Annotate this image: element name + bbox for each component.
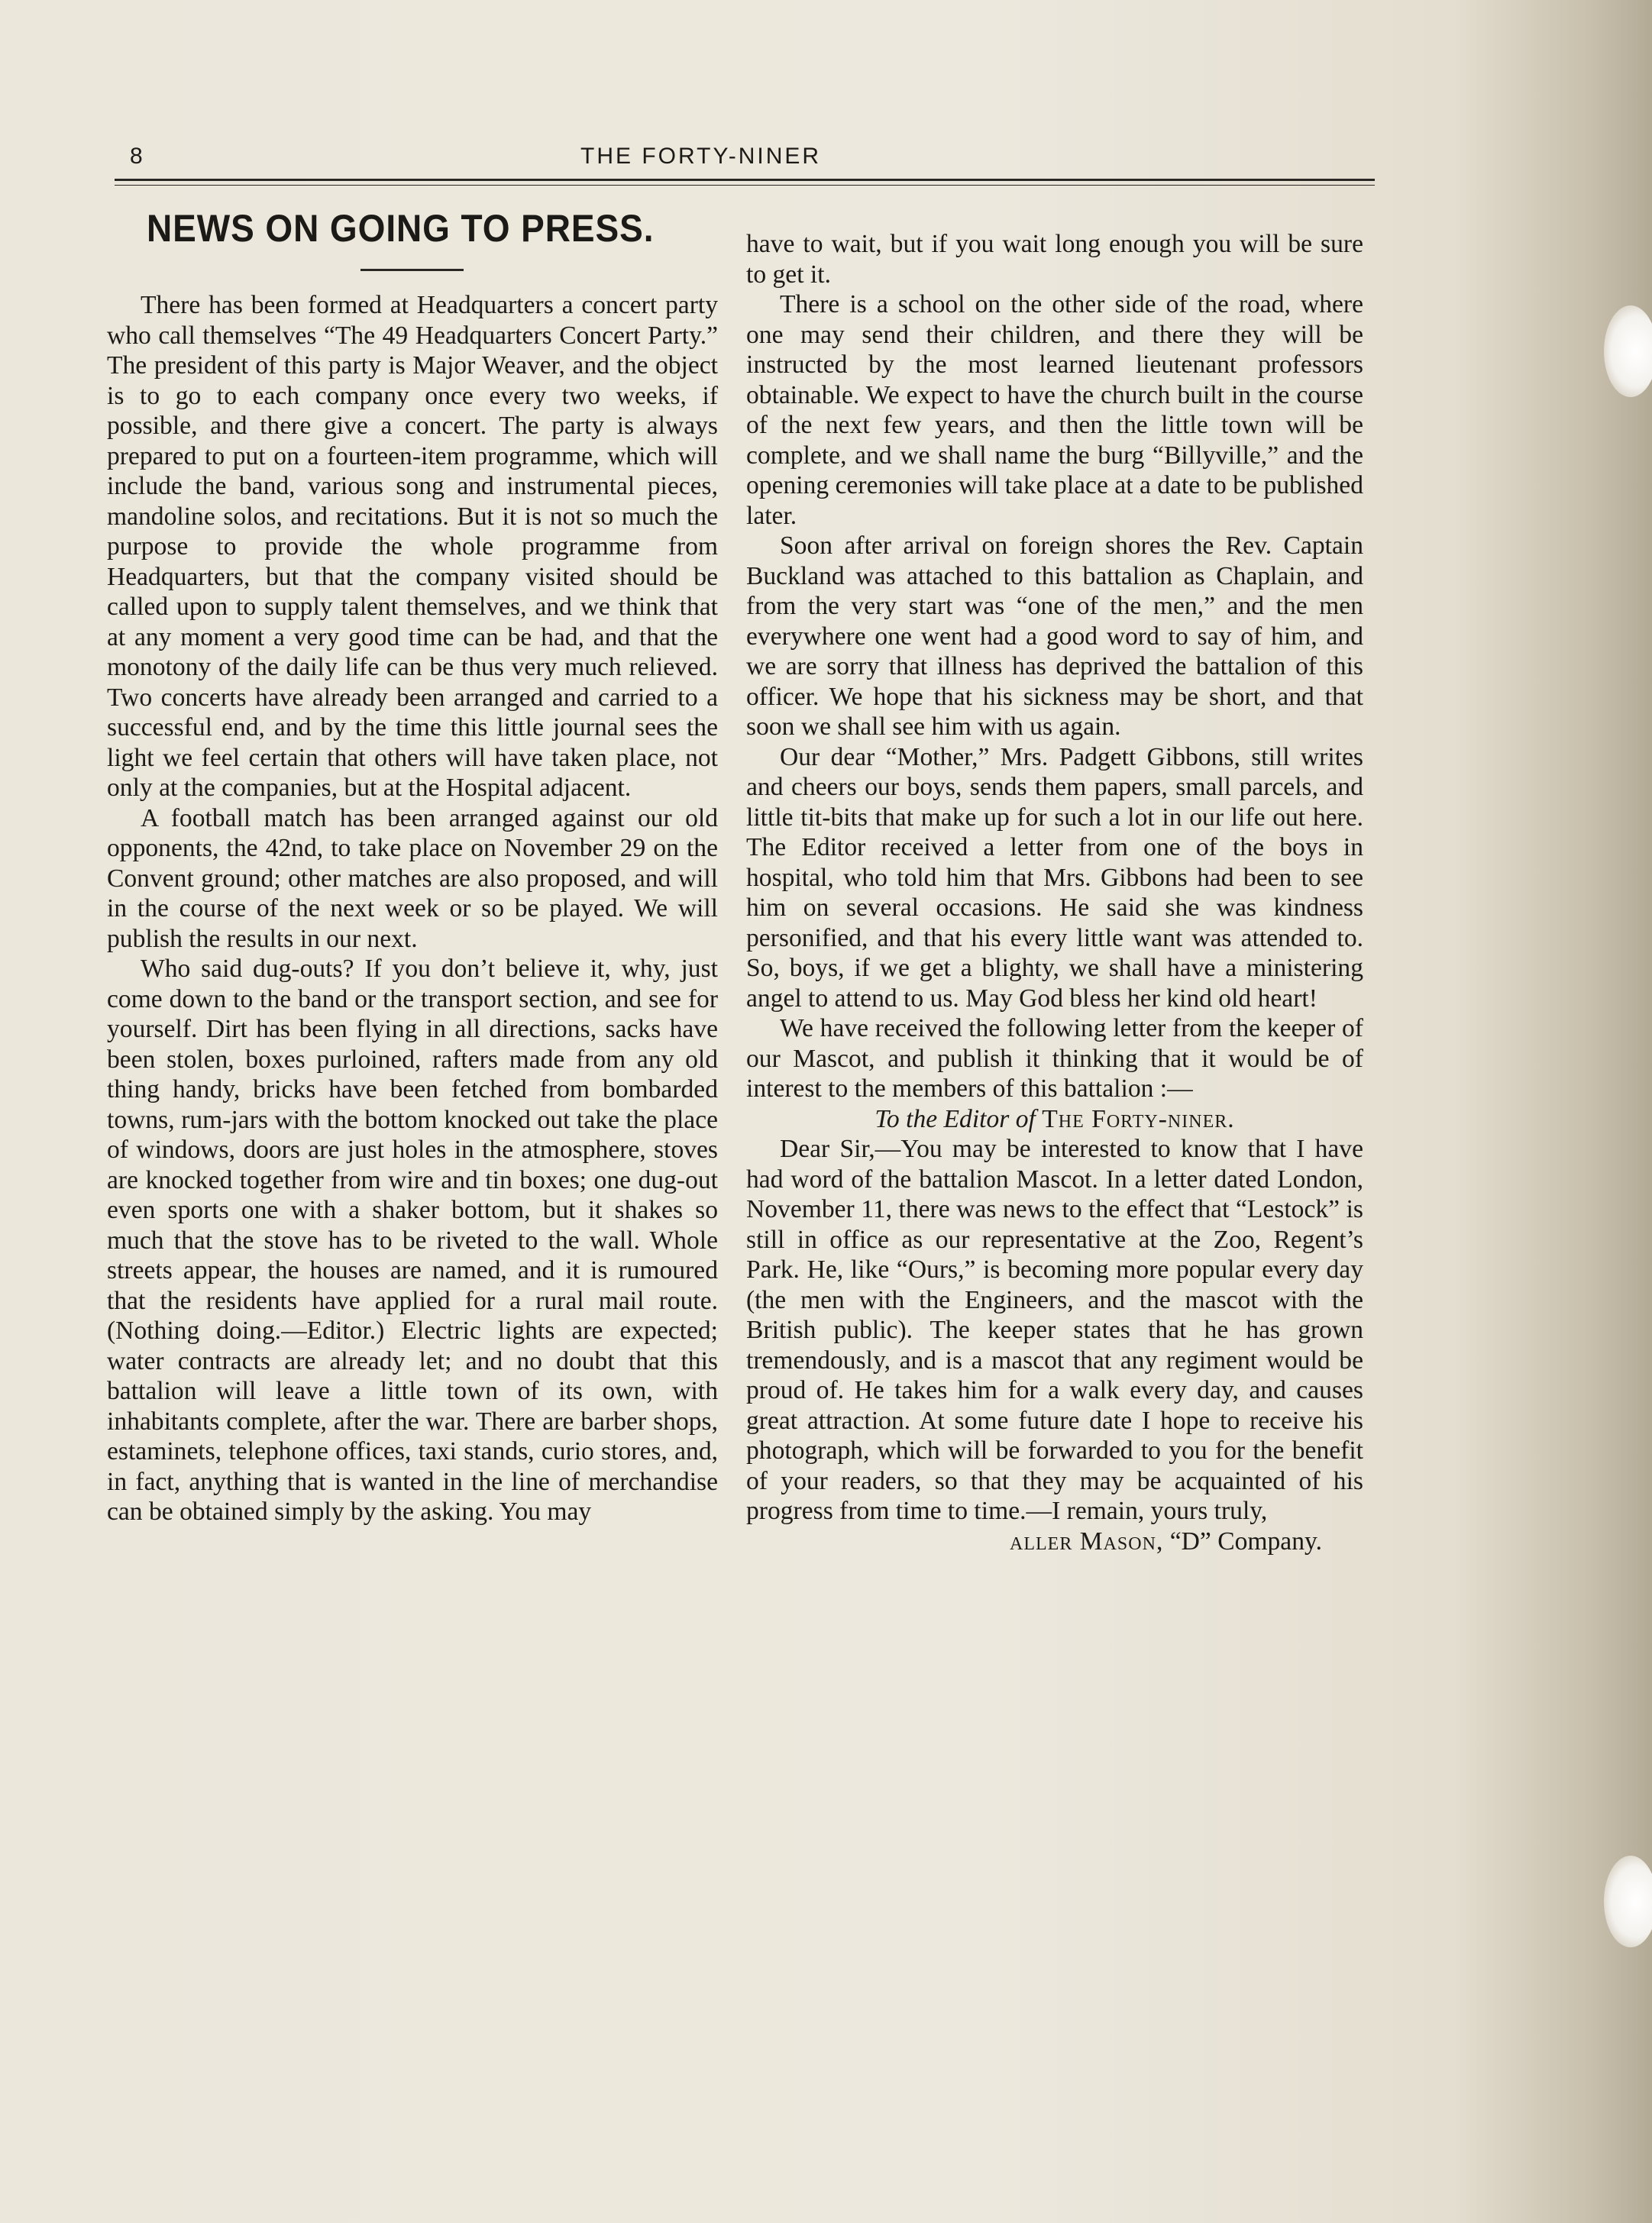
- paragraph: Who said dug-outs? If you don’t believe it, why, just come down to the band or the transport section, and see for yourself. Dirt has been flying in all directions, sacks have been stolen, boxes purloined, rafters made from any old thing handy, bricks have been fetched from bombarded towns, rum-jars with the bottom knocked out take the place of windows, doors are just holes in the atmosphere, stoves are knocked together from wire and tin boxes; one dug-out even sports one with a shaker bottom, but it shakes so much that the stove has to be riveted to the wall. Whole streets appear, the houses are named, and it is rumoured that the residents have applied for a rural mail route. (Nothing doing.—Editor.) Electric lights are expected; water contracts are already let; and no doubt that this battalion will leave a little town of its own, with inhabitants complete, after the war. There are barber shops, estaminets, telephone offices, taxi stands, curio stores, and, in fact, anything that is wanted in the line of merchandise can be obtained simply by the asking. You may: [107, 955, 718, 1526]
- left-column: [107, 290, 718, 1527]
- paragraph: Soon after arrival on foreign shores the Rev. Captain Buckland was attached to this battalion as Chaplain, and from the very start was “one of the men,” and the men everywhere one went had a good word to say of him, and we are sorry that illness has deprived the battalion of this officer. We hope that his sickness may be short, and that soon we shall see him with us again.: [746, 532, 1363, 741]
- signature-company: “D” Company.: [1169, 1527, 1322, 1556]
- running-title: THE FORTY-NINER: [580, 144, 822, 169]
- letter-salutation-prefix: To the Editor of: [874, 1104, 1036, 1133]
- right-column: [746, 229, 1363, 1556]
- article-headline: NEWS ON GOING TO PRESS.: [147, 207, 655, 250]
- letter-salutation-paper: The Forty-niner.: [1042, 1104, 1235, 1133]
- binder-hole: [1604, 1856, 1652, 1947]
- paragraph-continuation: have to wait, but if you wait long enough you will be sure to get it.: [746, 230, 1363, 289]
- header-rule-thin: [115, 185, 1375, 186]
- binder-hole: [1604, 305, 1652, 397]
- page-header: [122, 144, 1375, 174]
- letter-salutation: [746, 1104, 1363, 1135]
- header-rule: [115, 179, 1375, 181]
- paragraph: We have received the following letter from the keeper of our Mascot, and publish it thinking that it would be of interest to the members of this battalion :—: [746, 1014, 1363, 1103]
- page-number: 8: [130, 144, 143, 169]
- paragraph: Our dear “Mother,” Mrs. Padgett Gibbons, still writes and cheers our boys, sends them papers, small parcels, and little tit-bits that make up for such a lot in our life out here. The Editor received a letter from one of the boys in hospital, who told him that Mrs. Gibbons had been to see him on several occasions. He said she was kindness personified, and that his every little want was attended to. So, boys, if we get a blighty, we shall have a ministering angel to attend to us. May God bless her kind old heart!: [746, 742, 1363, 1013]
- paragraph: There is a school on the other side of the road, where one may send their children, and there they will be instructed by the most learned lieutenant professors obtainable. We expect to have the church built in the course of the next few years, and then the little town will be complete, and we shall name the burg “Billyville,” and the opening ceremonies will take place at a date to be published later.: [746, 290, 1363, 530]
- letter-signature: [746, 1527, 1363, 1557]
- headline-rule: [360, 269, 464, 271]
- paragraph: There has been formed at Headquarters a concert party who call themselves “The 49 Headquarters Concert Party.” The president of this party is Major Weaver, and the object is to go to each company once every two weeks, if possible, and there give a concert. The party is always prepared to put on a fourteen-item programme, which will include the band, various song and instrumental pieces, mandoline solos, and recitations. But it is not so much the purpose to provide the whole programme from Headquarters, but that the company visited should be called upon to supply talent themselves, and we think that at any moment a very good time can be had, and that the monotony of the daily life can be thus very much relieved. Two concerts have already been arranged and carried to a successful end, and by the time this little journal sees the light we feel certain that others will have taken place, not only at the companies, but at the Hospital adjacent.: [107, 291, 718, 802]
- paragraph: A football match has been arranged against our old opponents, the 42nd, to take place on November 29 on the Convent ground; other matches are also proposed, and will in the course of the next week or so be played. We will publish the results in our next.: [107, 803, 718, 953]
- signature-name: aller Mason,: [1010, 1527, 1164, 1556]
- letter-body: Dear Sir,—You may be interested to know that I have had word of the battalion Mascot. In a letter dated London, November 11, there was news to the effect that “Lestock” is still in office as our representative at the Zoo, Regent’s Park. He, like “Ours,” is becoming more popular every day (the men with the Engineers, and the mascot with the British public). The keeper states that he has grown tremendously, and is a mascot that any regiment would be proud of. He takes him for a walk every day, and causes great attraction. At some future date I hope to receive his photograph, which will be forwarded to you for the benefit of your readers, so that they may be acquainted of his progress from time to time.—I remain, yours truly,: [746, 1135, 1363, 1525]
